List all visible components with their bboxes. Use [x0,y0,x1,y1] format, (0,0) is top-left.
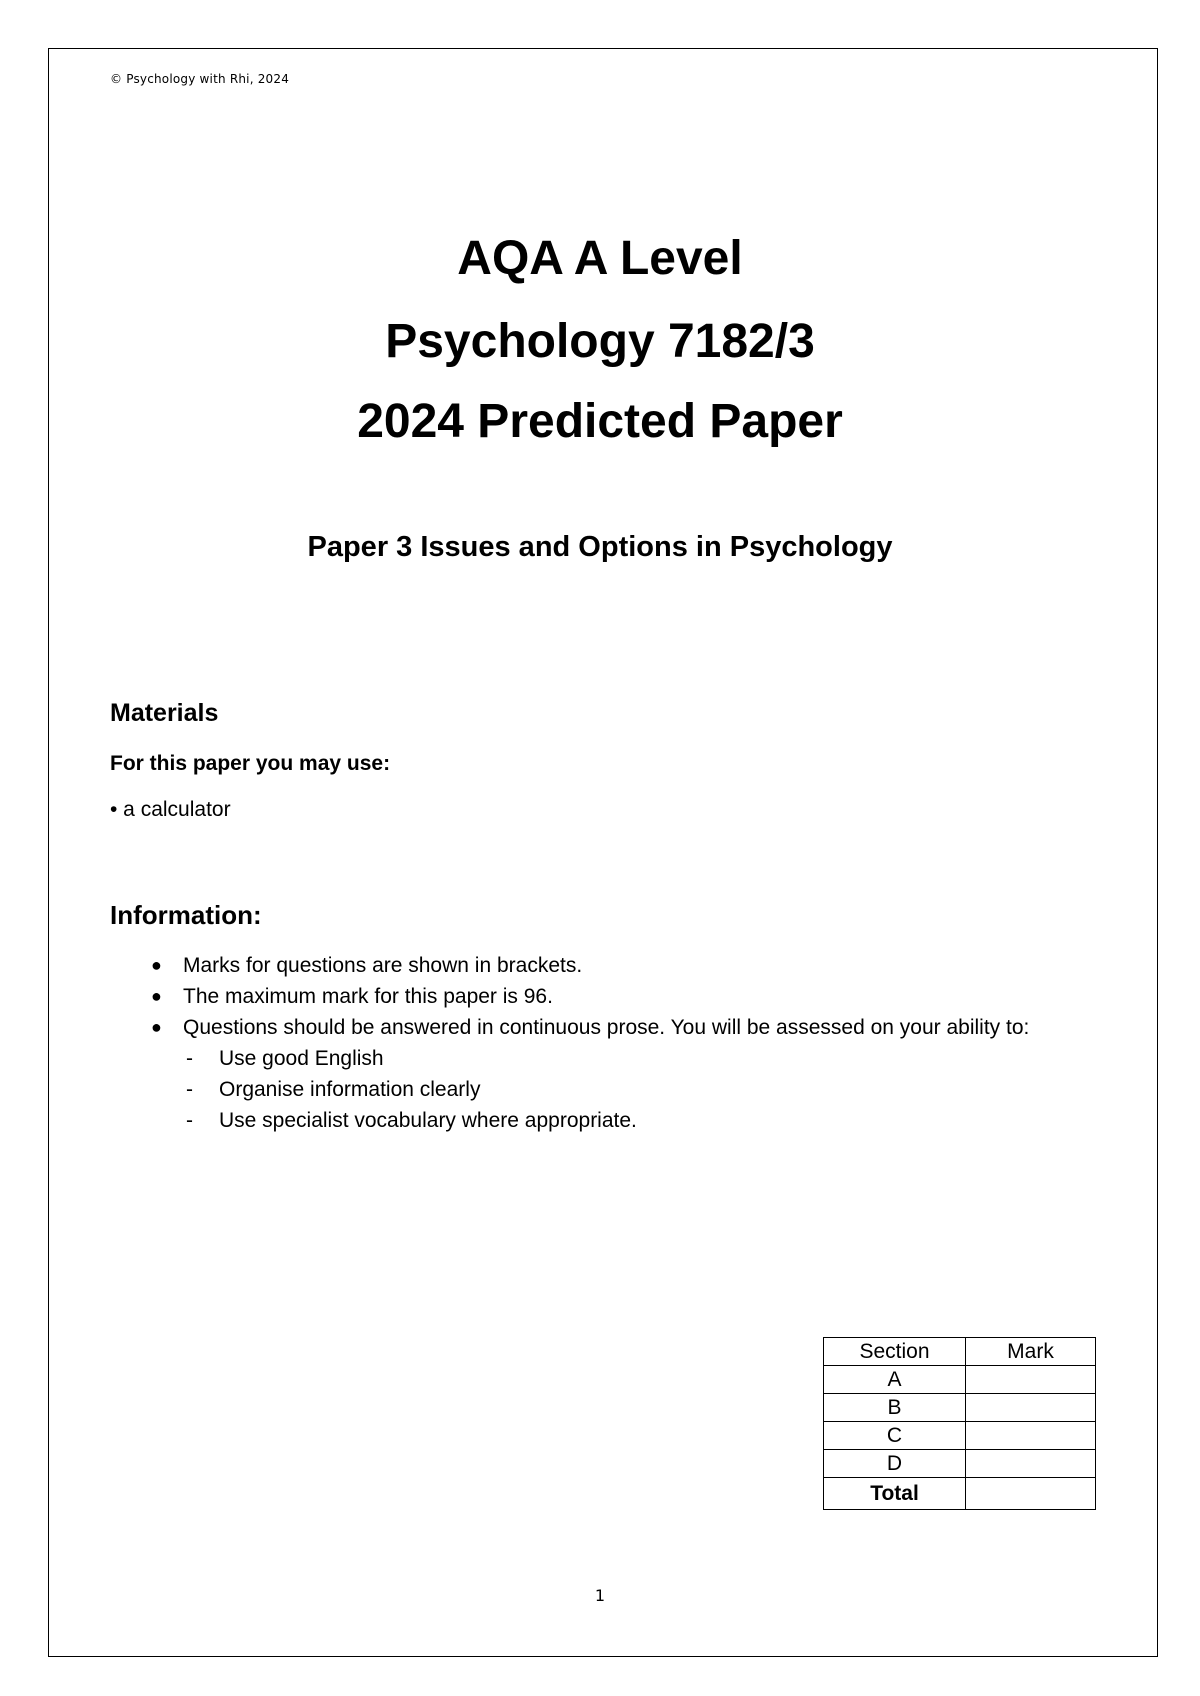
mark-table-total-mark-cell [966,1478,1096,1510]
mark-table-mark-cell [966,1450,1096,1478]
mark-table-mark-cell [966,1366,1096,1394]
information-bullet-item [110,981,1090,1012]
mark-table-total-label: Total [824,1478,966,1510]
dash-icon: - [186,1078,193,1101]
mark-table-header-section: Section [824,1338,966,1366]
bullet-icon: ● [151,986,162,1006]
bullet-icon: ● [151,955,162,975]
information-sub-item [110,1043,1090,1074]
title-line-paper: 2024 Predicted Paper [357,395,843,448]
materials-intro: For this paper you may use: [110,752,391,775]
mark-table-header-mark: Mark [966,1338,1096,1366]
information-list [110,950,1090,1136]
materials-item: • a calculator [110,798,231,821]
information-bullet-text: Marks for questions are shown in brackets. [183,954,583,977]
mark-table [823,1337,1096,1510]
information-sub-item [110,1105,1090,1136]
information-sub-text: Organise information clearly [219,1078,481,1101]
mark-table-section-cell: C [824,1422,966,1450]
mark-table-mark-cell [966,1422,1096,1450]
bullet-icon: ● [151,1017,162,1037]
information-sub-text: Use specialist vocabulary where appropriate. [219,1109,637,1132]
information-sub-item [110,1074,1090,1105]
information-sub-text: Use good English [219,1047,384,1070]
mark-table-mark-cell [966,1394,1096,1422]
mark-table-row [824,1422,1096,1450]
information-bullet-text: Questions should be answered in continuous prose. You will be assessed on your ability to: [183,1016,1030,1039]
mark-table-header-row [824,1338,1096,1366]
title-line-subject: Psychology 7182/3 [385,315,815,368]
mark-table-row [824,1366,1096,1394]
mark-table-row [824,1394,1096,1422]
title-line-exam-board: AQA A Level [457,232,743,285]
information-bullet-item [110,1012,1090,1043]
materials-heading: Materials [110,699,219,727]
mark-table-total-row [824,1478,1096,1510]
mark-table-section-cell: D [824,1450,966,1478]
copyright-notice: © Psychology with Rhi, 2024 [110,72,290,86]
paper-subtitle: Paper 3 Issues and Options in Psychology [307,531,893,563]
mark-table-row [824,1450,1096,1478]
information-bullet-text: The maximum mark for this paper is 96. [183,985,553,1008]
mark-table-section-cell: B [824,1394,966,1422]
page-number: 1 [594,1586,606,1605]
information-heading: Information: [110,900,262,930]
information-bullet-item [110,950,1090,981]
dash-icon: - [186,1047,193,1070]
dash-icon: - [186,1109,193,1132]
mark-table-section-cell: A [824,1366,966,1394]
